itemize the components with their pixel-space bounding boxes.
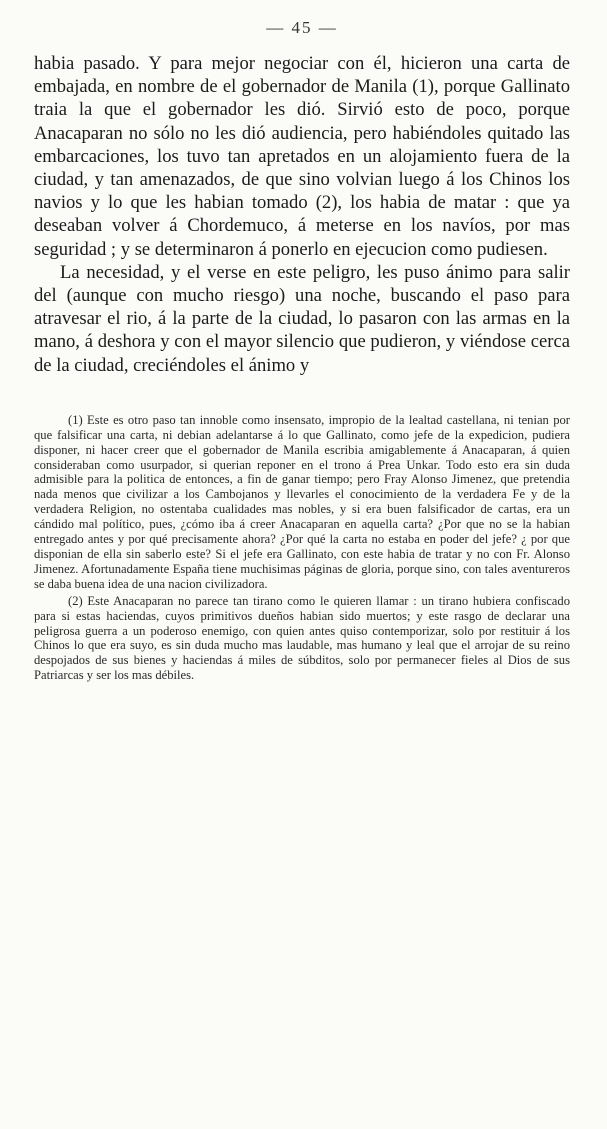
- book-page: [34, 18, 570, 683]
- main-text: [34, 52, 570, 377]
- footnote-1: (1) Este es otro paso tan innoble como insensato, impropio de la lealtad castellana, ni tenian por que falsificar una carta, ni debian adelantarse á lo que Gallinato, como jefe de la expedicion, pudiera disponer, ni hacer creer que el gobernador de Manila escribia amigablemente á Anacaparan, á quien consideraban como usurpador, si querian reponer en el trono á Prea Unkar. Todo esto era sin duda admisible para la politica de entonces, a fin de ganar tiempo; pero Fray Alonso Jimenez, que pretendia nada menos que civilizar a los Cambojanos y llevarles el conocimiento de la verdadera Fe y de la verdadera Religion, no ostentaba cualidades mas nobles, y si era buen falsificador de cartas, era un cándido mal político, pues, ¿cómo iba á creer Anacaparan en aquella carta? ¿Por que no se la habian entregado antes y por qué precisamente ahora? ¿Por qué la carta no estaba en poder del jefe? ¿ por que disponian de ella sin saberlo este? Si el jefe era Gallinato, con este habia de tratar y no con Fr. Alonso Jimenez. Afortunadamente España tiene muchisimas páginas de gloria, porque sino, con tales aventureros se daba buena idea de una nacion civilizadora.: [34, 412, 570, 591]
- footnote-2: (2) Este Anacaparan no parece tan tirano como le quieren llamar : un tirano hubiera confiscado para si estas haciendas, cuyos primitivos dueños habian sido muertos; y este rasgo de declarar una peligrosa guerra a un poderoso enemigo, con quien antes quiso contemporizar, solo por restituir á los Chinos lo que era suyo, es sin duda mucho mas laudable, mas humano y leal que el arrojar de su reino despojados de sus bienes y haciendas á miles de súbditos, solo por permanecer fieles al Dios de sus Patriarcas y ser los mas débiles.: [34, 593, 570, 683]
- body-paragraph-1: habia pasado. Y para mejor negociar con él, hicieron una carta de embajada, en nombre de el gobernador de Manila (1), porque Gallinato traia la que el gobernador les dió. Sirvió esto de poco, porque Anacaparan no sólo no les dió audiencia, pero habiéndoles quitado las embarcaciones, los tuvo tan apretados en un alojamiento fuera de la ciudad, y tan amenazados, de que sino volvian luego á los Chinos los navios y lo que les habian tomado (2), los habia de matar : que ya deseaban volver á Chordemuco, á meterse en los navíos, por mas seguridad ; y se determinaron á ponerlo en ejecucion como pudiesen.: [34, 53, 570, 260]
- body-paragraph-2: La necesidad, y el verse en este peligro, les puso ánimo para salir del (aunque con mucho riesgo) una noche, buscando el paso para atravesar el rio, á la parte de la ciudad, lo pasaron con las armas en la mano, á deshora y con el mayor silencio que pudieron, y viéndose cerca de la ciudad, creciéndoles el ánimo y: [34, 261, 570, 376]
- page-number: — 45 —: [266, 18, 338, 37]
- footnotes: [34, 413, 570, 683]
